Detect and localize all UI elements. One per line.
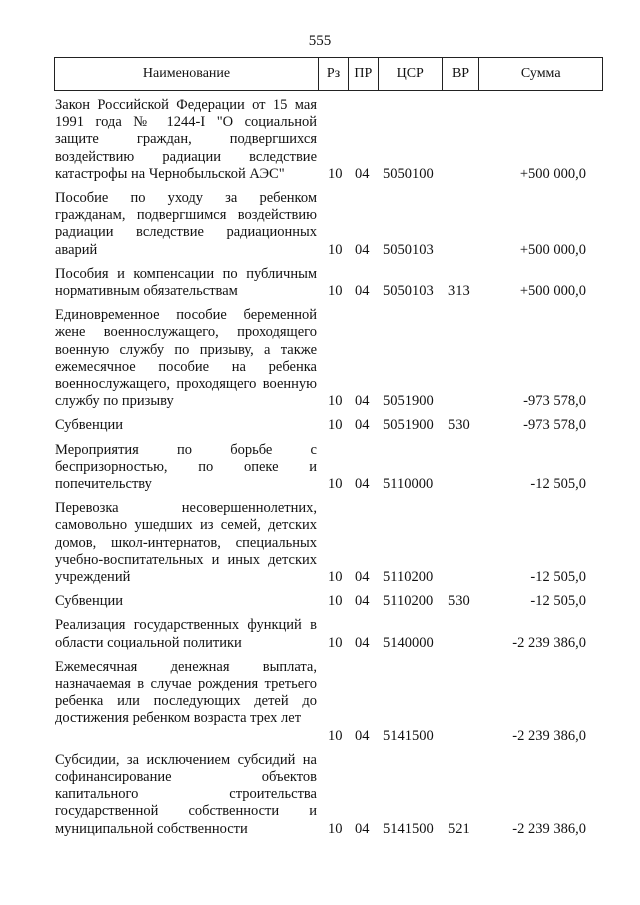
row-vr: 530 xyxy=(448,417,470,434)
row-sum: -12 505,0 xyxy=(530,593,586,610)
row-rz: 10 xyxy=(328,282,343,299)
row-csr: 5051900 xyxy=(383,393,434,410)
row-rz: 10 xyxy=(328,393,343,410)
row-csr: 5050100 xyxy=(383,165,434,182)
header-pr: ПР xyxy=(349,58,379,90)
row-rz: 10 xyxy=(328,475,343,492)
row-name: Мероприятия по борьбе с беспризорностью, по опеке и попечительству xyxy=(55,441,317,492)
row-vr: 313 xyxy=(448,282,470,299)
table-row xyxy=(0,442,640,494)
row-sum: -2 239 386,0 xyxy=(512,634,586,651)
header-name: Наименование xyxy=(55,58,319,90)
row-csr: 5110200 xyxy=(383,593,434,610)
row-csr: 5110200 xyxy=(383,568,434,585)
row-pr: 04 xyxy=(355,820,370,837)
row-name: Реализация государственных функций в области социальной политики xyxy=(55,617,317,651)
row-pr: 04 xyxy=(355,282,370,299)
row-rz: 10 xyxy=(328,241,343,258)
row-name: Ежемесячная денежная выплата, назначаемая в случае рождения третьего ребенка или последующих детей до достижения ребенком возраста трех лет xyxy=(55,658,317,727)
row-rz: 10 xyxy=(328,165,343,182)
row-sum: +500 000,0 xyxy=(519,165,586,182)
row-sum: -2 239 386,0 xyxy=(512,727,586,744)
row-name: Перевозка несовершеннолетних, самовольно ушедших из семей, детских домов, школ-интернатов, специальных учебно-воспитательных и иных детских учреждений xyxy=(55,500,317,585)
page-number: 555 xyxy=(308,33,332,49)
header-csr: ЦСР xyxy=(379,58,443,90)
row-name: Пособия и компенсации по публичным нормативным обязательствам xyxy=(55,265,317,299)
row-pr: 04 xyxy=(355,593,370,610)
row-name: Субвенции xyxy=(55,593,123,610)
row-vr: 521 xyxy=(448,820,470,837)
row-csr: 5051900 xyxy=(383,417,434,434)
row-csr: 5050103 xyxy=(383,241,434,258)
row-pr: 04 xyxy=(355,393,370,410)
row-name: Субсидии, за исключением субсидий на софинансирование объектов капитального строительства государственной собственности и муниципальной собственности xyxy=(55,751,317,837)
row-name: Пособие по уходу за ребенком гражданам, подвергшимся воздействию радиации вследствие радиационных аварий xyxy=(55,190,317,258)
row-pr: 04 xyxy=(355,417,370,434)
row-pr: 04 xyxy=(355,165,370,182)
table-row xyxy=(0,617,640,651)
table-row xyxy=(0,500,640,586)
row-pr: 04 xyxy=(355,475,370,492)
table-row xyxy=(0,307,640,410)
row-rz: 10 xyxy=(328,820,343,837)
row-rz: 10 xyxy=(328,593,343,610)
table-row xyxy=(0,752,640,838)
header-rz: Рз xyxy=(319,58,349,90)
row-csr: 5140000 xyxy=(383,634,434,651)
row-sum: +500 000,0 xyxy=(519,241,586,258)
row-name: Субвенции xyxy=(55,417,123,434)
row-pr: 04 xyxy=(355,241,370,258)
table-row xyxy=(0,97,640,183)
table-header xyxy=(54,57,603,91)
row-csr: 5050103 xyxy=(383,282,434,299)
row-rz: 10 xyxy=(328,568,343,585)
row-csr: 5110000 xyxy=(383,475,434,492)
row-sum: -973 578,0 xyxy=(523,417,586,434)
row-pr: 04 xyxy=(355,634,370,651)
row-name: Единовременное пособие беременной жене военнослужащего, проходящего военную службу по призыву, а также ежемесячное пособие на ребенка военнослужащего, проходящего военную службу по призыву xyxy=(55,307,317,410)
header-vr: ВР xyxy=(443,58,480,90)
table-row xyxy=(0,266,640,300)
row-csr: 5141500 xyxy=(383,820,434,837)
table-row xyxy=(0,659,640,745)
row-sum: +500 000,0 xyxy=(519,282,586,299)
table-row xyxy=(0,190,640,259)
row-rz: 10 xyxy=(328,417,343,434)
row-pr: 04 xyxy=(355,568,370,585)
row-name: Закон Российской Федерации от 15 мая 1991 года № 1244-I "О социальной защите граждан, подвергшихся воздействию радиации вследствие катастрофы на Чернобыльской АЭС" xyxy=(55,97,317,182)
table-body xyxy=(0,97,640,845)
row-pr: 04 xyxy=(355,727,370,744)
row-vr: 530 xyxy=(448,593,470,610)
row-sum: -2 239 386,0 xyxy=(512,820,586,837)
row-rz: 10 xyxy=(328,727,343,744)
row-sum: -973 578,0 xyxy=(523,393,586,410)
row-rz: 10 xyxy=(328,634,343,651)
table-row xyxy=(0,417,640,434)
row-csr: 5141500 xyxy=(383,727,434,744)
row-sum: -12 505,0 xyxy=(530,475,586,492)
table-row xyxy=(0,593,640,610)
row-sum: -12 505,0 xyxy=(530,568,586,585)
header-sum: Сумма xyxy=(520,66,561,81)
